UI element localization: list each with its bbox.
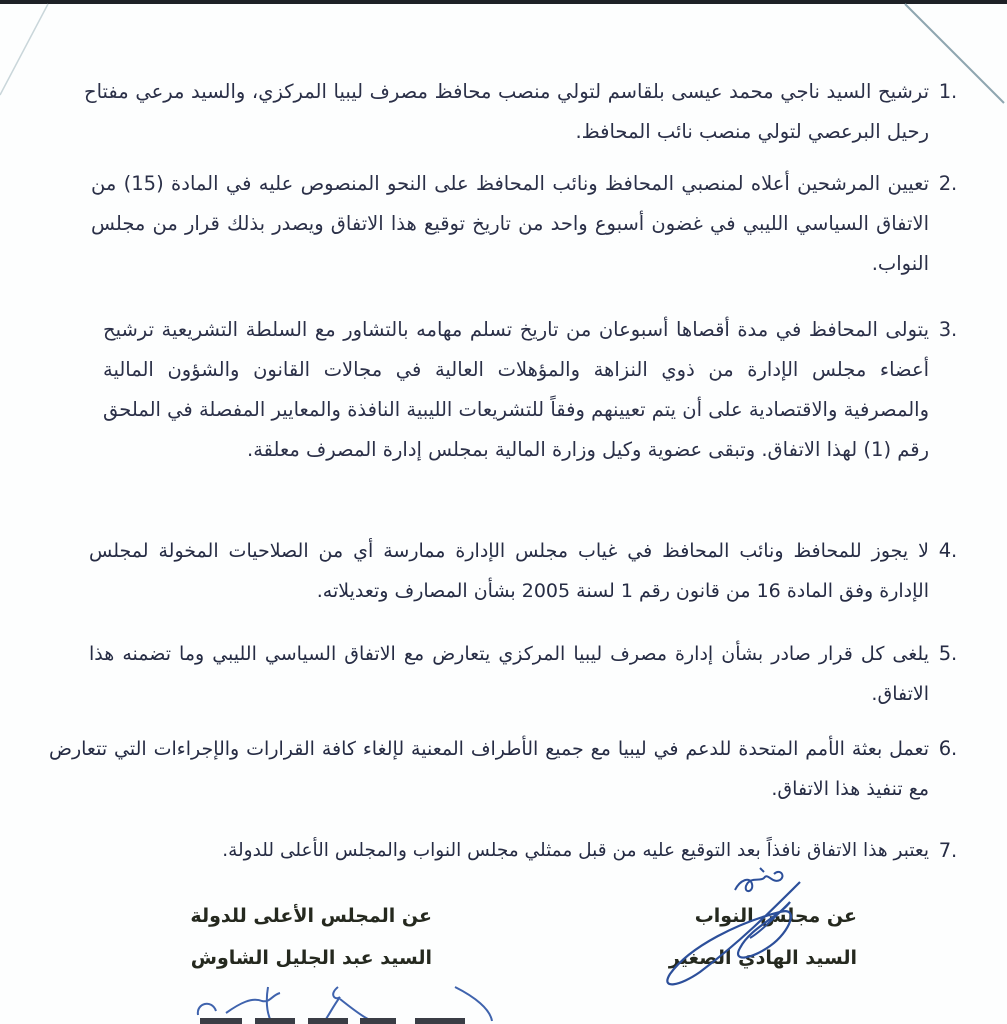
clause-5 — [89, 634, 957, 714]
clause-number: 1. — [938, 80, 957, 103]
signatory-name: السيد عبد الجليل الشاوش — [190, 947, 432, 969]
clause-text: لا يجوز للمحافظ ونائب المحافظ في غياب مجلس الإدارة ممارسة أي من الصلاحيات المخولة لمجلس الإدارة وفق المادة 16 من قانون رقم 1 لسنة 2005 بشأن المصارف وتعديلاته. — [89, 540, 929, 602]
signature-block-house — [669, 895, 857, 979]
clause-text: يعتبر هذا الاتفاق نافذاً بعد التوقيع عليه من قبل ممثلي مجلس النواب والمجلس الأعلى للدولة. — [222, 840, 929, 861]
partial-stamp-text — [200, 1016, 480, 1024]
clause-text: يلغى كل قرار صادر بشأن إدارة مصرف ليبيا المركزي يتعارض مع الاتفاق السياسي الليبي وما تضمنه هذا الاتفاق. — [89, 643, 929, 705]
signature-block-council — [190, 895, 432, 979]
clause-number: 7. — [938, 839, 957, 862]
signatory-on-behalf: عن مجلس النواب — [694, 905, 857, 927]
clause-number: 5. — [938, 642, 957, 665]
clause-text: تعيين المرشحين أعلاه لمنصبي المحافظ ونائب المحافظ على النحو المنصوص عليه في المادة (15) من الاتفاق السياسي الليبي في غضون أسبوع واحد من تاريخ توقيع هذا الاتفاق ويصدر بذلك قرار من مجلس النواب. — [91, 172, 929, 275]
clause-number: 6. — [938, 737, 957, 760]
clause-4 — [89, 531, 957, 611]
clause-2 — [91, 164, 957, 284]
clause-text: ترشيح السيد ناجي محمد عيسى بلقاسم لتولي منصب محافظ مصرف ليبيا المركزي، والسيد مرعي مفتاح رحيل البرعصي لتولي منصب نائب المحافظ. — [84, 80, 929, 143]
signatory-name: السيد الهادي الصغير — [668, 947, 857, 969]
signatory-on-behalf: عن المجلس الأعلى للدولة — [190, 905, 432, 927]
clause-7 — [49, 831, 957, 871]
clause-3 — [103, 310, 957, 470]
clause-1 — [84, 72, 957, 152]
clause-number: 4. — [938, 539, 957, 562]
clause-text: تعمل بعثة الأمم المتحدة للدعم في ليبيا مع جميع الأطراف المعنية لإلغاء كافة القرارات والإجراءات التي تتعارض مع تنفيذ هذا الاتفاق. — [49, 738, 929, 800]
clause-number: 3. — [938, 318, 957, 341]
clause-number: 2. — [938, 172, 957, 195]
clause-6 — [49, 729, 957, 809]
clause-text: يتولى المحافظ في مدة أقصاها أسبوعان من تاريخ تسلم مهامه بالتشاور مع السلطة التشريعية ترشيح أعضاء مجلس الإدارة من ذوي النزاهة والمؤهلات العالية في مجالات القانون والشؤون المالية والمصرفية والاقتصادية على أن يتم تعيينهم وفقاً للتشريعات الليبية النافذة والمعايير المفصلة في الملحق رقم (1) لهذا الاتفاق. وتبقى عضوية وكيل وزارة المالية بمجلس إدارة المصرف معلقة. — [103, 318, 929, 461]
